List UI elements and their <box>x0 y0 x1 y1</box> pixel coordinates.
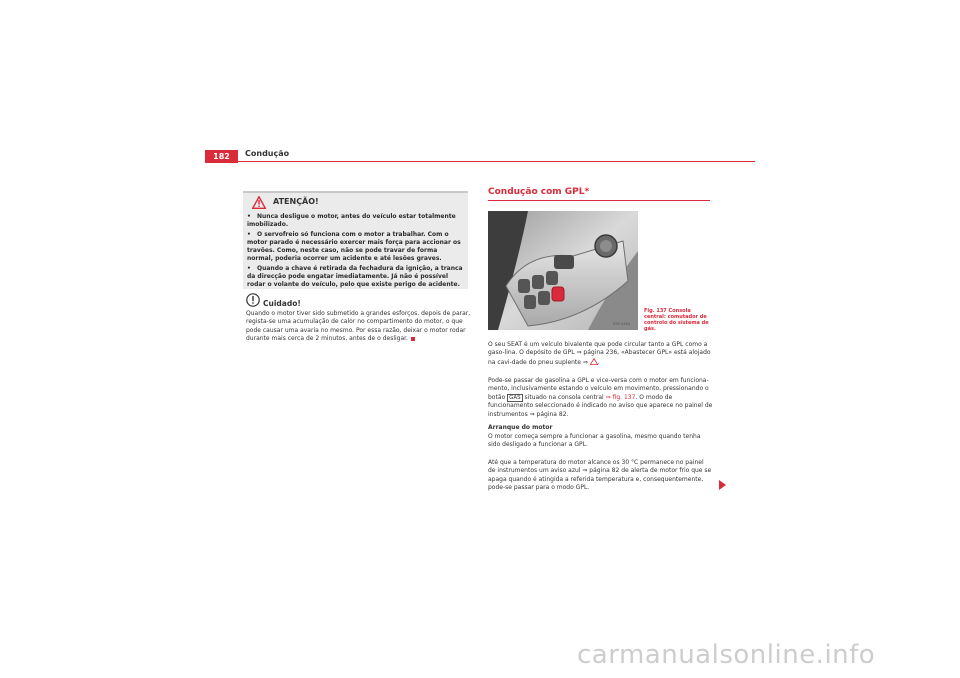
page-header-title: Condução <box>245 149 290 158</box>
section-end-mark <box>411 337 415 341</box>
bullet: • <box>247 230 251 238</box>
caution-title: Cuidado! <box>263 299 301 308</box>
figure-illustration <box>488 211 638 330</box>
figure-gas-switch-photo <box>488 211 638 330</box>
bullet: • <box>247 264 251 272</box>
paragraph-switching-text: Pode-se passar de gasolina a GPL e vice-versa com o motor em funciona-mento, inclusivamente estando o veículo em movimento, pressionando o botão <box>488 377 709 401</box>
warning-item-text: Quando a chave é retirada da fechadura da ignição, a tranca da direcção pode engatar imediatamente. Já não é possível rodar o volante do veículo, pelo que existe perigo de acidente. <box>247 264 463 289</box>
paragraph-switching-text-2: situado na consola central <box>524 393 604 401</box>
figure-code: B5P-0464 <box>613 322 630 326</box>
section-title: Condução com GPL* <box>488 187 590 197</box>
warning-triangle-icon <box>252 196 266 209</box>
paragraph-engine-start: O motor começa sempre a funcionar a gasolina, mesmo quando tenha sido desligado a funcionar a GPL. <box>488 433 701 449</box>
caution-paragraph: Quando o motor tiver sido submetido a grandes esforços, depois de parar, regista-se uma acumulação de calor no compartimento do motor, o que pode causar uma avaria no mesmo. Por essa razão, deixar o motor rodar durante mais cerca de 2 minutos, antes de o desligar. <box>246 310 471 343</box>
figure-caption: Fig. 137 Consola central: comutador de controlo do sistema de gás. <box>644 308 709 332</box>
warning-item-text: O servofreio só funciona com o motor a trabalhar. Com o motor parado é necessário exercer mais força para accionar os travões. Como, neste caso, não se pode travar de forma normal, poderia ocorrer um acidente e até lesões graves. <box>247 230 461 263</box>
watermark: carmanualsonline.info <box>577 640 876 670</box>
figure-reference-link[interactable]: ⇒ fig. 137 <box>605 393 636 401</box>
page-number: 182 <box>205 150 238 163</box>
warning-item <box>247 265 465 290</box>
paragraph-switching-text-3: . O modo de funcionamento seleccionado é indicado no aviso que aparece no painel de instrumentos ⇒ página 82. <box>488 393 713 418</box>
warning-item <box>247 231 465 264</box>
warning-list <box>247 213 465 291</box>
paragraph-intro: O seu SEAT é um veículo bivalente que pode circular tanto a GPL como a gaso-lina. O depósito de GPL ⇒ página 236, «Abastecer GPL» está alojado na cavi-dade do pneu suplente ⇒ . <box>488 341 711 366</box>
subheading-engine-start: Arranque do motor <box>488 424 553 431</box>
paragraph-switching <box>488 377 713 419</box>
inline-warning-icon <box>590 358 598 365</box>
warning-item-text: Nunca desligue o motor, antes do veículo estar totalmente imobilizado. <box>247 213 456 229</box>
warning-title: ATENÇÃO! <box>273 197 319 206</box>
paragraph-intro-text: O seu SEAT é um veículo bivalente que pode circular tanto a GPL como a gaso-lina. O depósito de GPL ⇒ página 236, «Abastecer GPL» está alojado na cavi-dade do pneu suplente ⇒ <box>488 341 711 366</box>
header-divider <box>205 161 755 162</box>
caution-exclamation-icon <box>246 293 260 307</box>
continue-arrow-icon <box>719 480 726 490</box>
paragraph-cold-engine: Até que a temperatura do motor alcance os 30 °C permanece no painel de instrumentos um aviso azul ⇒ página 82 de alerta de motor frio que se apaga quando é atingida a referida temperatura e, consequentemente, pode-se passar para o modo GPL. <box>488 459 712 492</box>
warning-box <box>243 191 468 289</box>
warning-item <box>247 213 465 230</box>
bullet: • <box>247 213 251 220</box>
section-divider <box>488 200 710 201</box>
gas-key-label: GAS <box>509 394 521 401</box>
caution-text <box>246 310 471 344</box>
